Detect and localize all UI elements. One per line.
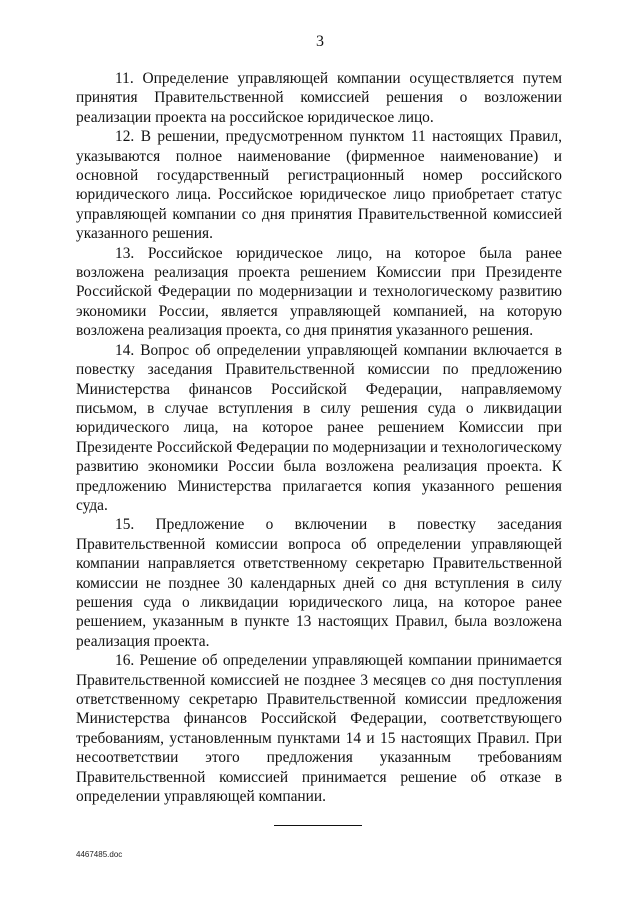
paragraph-11: 11. Определение управляющей компании осуществляется путем принятия Правительственной комиссией решения о возложении реализации проекта на российское юридическое лицо.	[76, 70, 562, 126]
paragraph-16: 16. Решение об определении управляющей компании принимается Правительственной комиссией не позднее 3 месяцев со дня поступления ответственному секретарю Правительственной комиссии предложения Министерства финансов Российской Федерации, соответствующего требованиям, установленным пунктами 14 и 15 настоящих Правил. При несоответствии этого предложения указанным требованиям Правительственной комиссией принимается решение об отказе в определении управляющей компании.	[76, 652, 562, 806]
document-code: 4467485.doc	[76, 850, 123, 859]
paragraph-14: 14. Вопрос об определении управляющей компании включается в повестку заседания Правительственной комиссии по предложению Министерства финансов Российской Федерации, направляемому письмом, в случае вступления в силу решения суда о ликвидации юридического лица, на которое ранее решением Комиссии при Президенте Российской Федерации по модернизации и технологическому развитию экономики России была возложена реализация проекта. К предложению Министерства прилагается копия указанного решения суда.	[76, 341, 562, 514]
document-body	[76, 69, 562, 806]
paragraph-13: 13. Российское юридическое лицо, на которое была ранее возложена реализация проекта решением Комиссии при Президенте Российской Федерации по модернизации и технологическому развитию экономики России, является управляющей компанией, на которую возложена реализация проекта, со дня принятия указанного решения.	[76, 244, 562, 340]
paragraph-12: 12. В решении, предусмотренном пунктом 11 настоящих Правил, указываются полное наименование (фирменное наименование) и основной государственный регистрационный номер российского юридического лица. Российское юридическое лицо приобретает статус управляющей компании со дня принятия Правительственной комиссией указанного решения.	[76, 128, 562, 243]
end-divider	[274, 825, 362, 826]
page-number: 3	[316, 33, 324, 50]
paragraph-15: 15. Предложение о включении в повестку заседания Правительственной комиссии вопроса об определении управляющей компании направляется ответственному секретарю Правительственной комиссии не позднее 30 календарных дней со дня вступления в силу решения суда о ликвидации юридического лица, на которое ранее решением, указанным в пункте 13 настоящих Правил, была возложена реализация проекта.	[76, 516, 562, 650]
